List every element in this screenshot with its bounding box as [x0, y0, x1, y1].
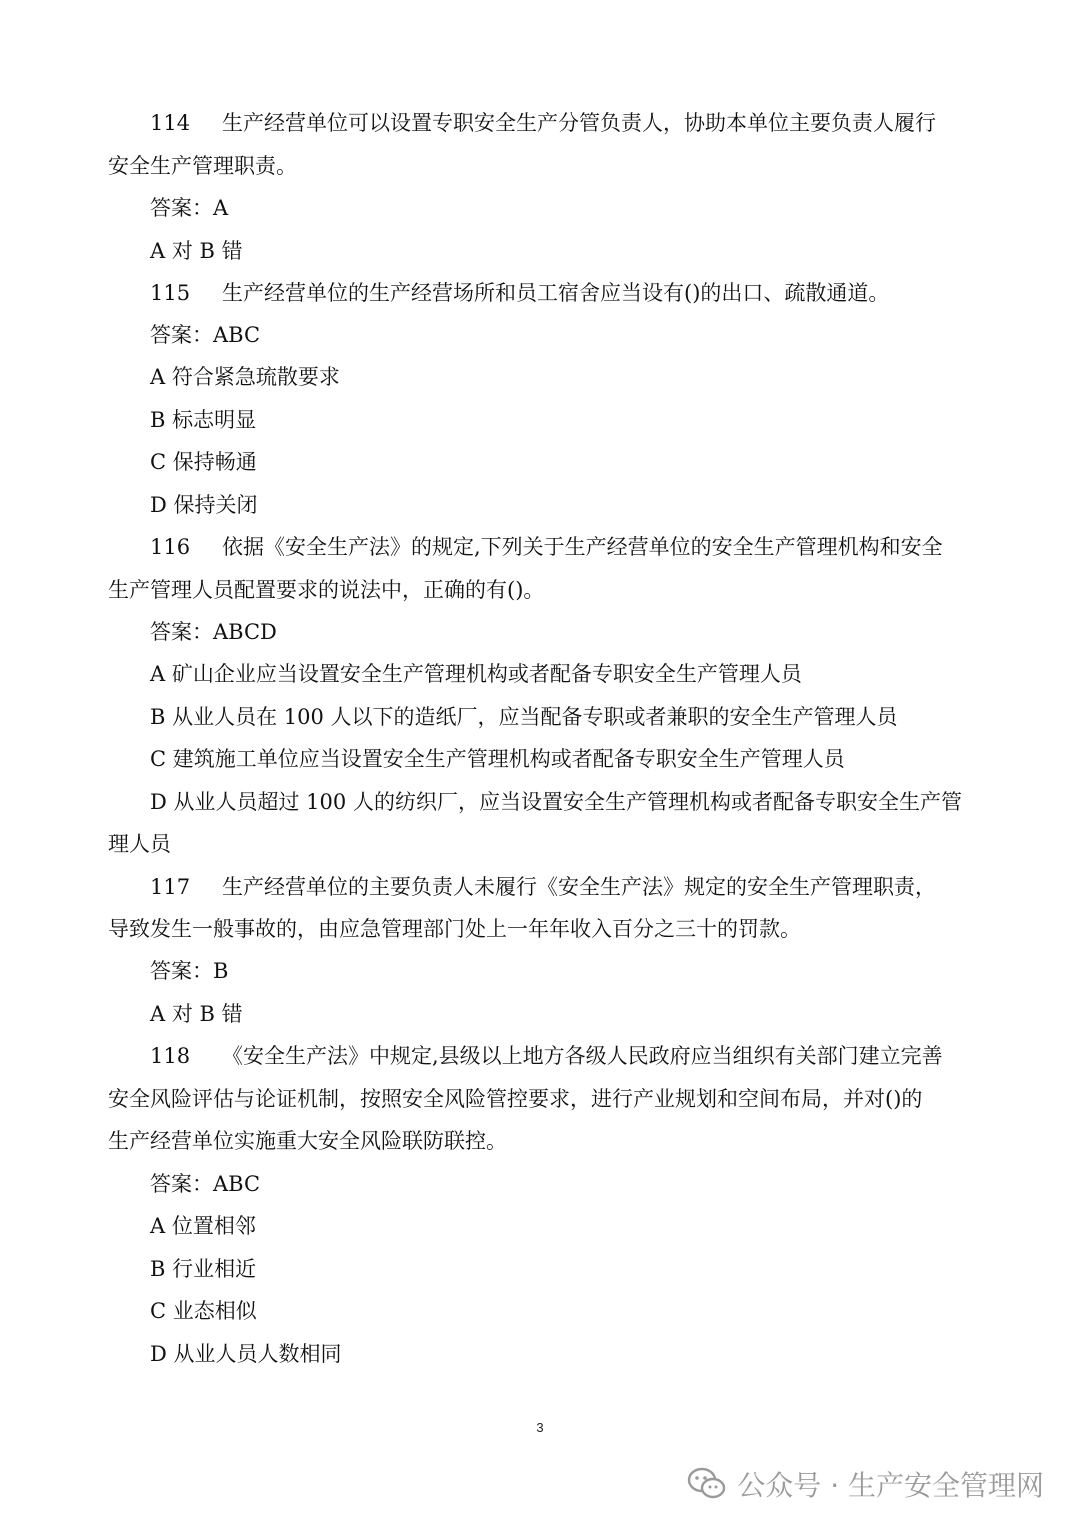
option-line: C 建筑施工单位应当设置安全生产管理机构或者配备专职安全生产管理人员: [150, 747, 845, 771]
wechat-icon: [687, 1466, 727, 1502]
question-number: 114: [150, 111, 191, 135]
question-text: 生产经营单位的生产经营场所和员工宿舍应当设有()的出口、疏散通道。: [222, 281, 890, 305]
question-text: 《安全生产法》中规定,县级以上地方各级人民政府应当组织有关部门建立完善: [222, 1044, 943, 1068]
option-line: A 矿山企业应当设置安全生产管理机构或者配备专职安全生产管理人员: [150, 662, 802, 686]
option-line: A 对 B 错: [150, 239, 243, 263]
question-114: [150, 108, 1020, 138]
answer-line: 答案：B: [150, 959, 229, 983]
question-text: 生产经营单位可以设置专职安全生产分管负责人，协助本单位主要负责人履行: [222, 111, 936, 135]
option-line: B 标志明显: [150, 408, 257, 432]
answer-line: 答案：A: [150, 196, 229, 220]
option-line: C 保持畅通: [150, 450, 257, 474]
option-line: A 符合紧急琉散要求: [150, 365, 340, 389]
answer-line: 答案：ABC: [150, 323, 261, 347]
watermark-text: 公众号 · 生产安全管理网: [737, 1469, 1044, 1502]
watermark: [687, 1462, 1044, 1506]
option-line: D 保持关闭: [150, 493, 258, 517]
question-text-cont: 安全生产管理职责。: [108, 154, 297, 178]
question-number: 116: [150, 535, 191, 559]
question-text: 生产经营单位的主要负责人未履行《安全生产法》规定的安全生产管理职责，: [222, 875, 936, 899]
question-118: [150, 1041, 1020, 1071]
question-text-cont: 安全风险评估与论证机制，按照安全风险管控要求，进行产业规划和空间布局，并对()的: [108, 1087, 923, 1111]
question-text-cont: 生产经营单位实施重大安全风险联防联控。: [108, 1129, 507, 1153]
question-115: [150, 278, 1020, 308]
question-text: 依据《安全生产法》的规定,下列关于生产经营单位的安全生产管理机构和安全: [222, 535, 943, 559]
page-number: 3: [536, 1420, 544, 1435]
question-116: [150, 532, 1020, 562]
question-text-cont: 导致发生一般事故的，由应急管理部门处上一年年收入百分之三十的罚款。: [108, 917, 801, 941]
question-117: [150, 872, 1020, 902]
option-line: A 位置相邻: [150, 1214, 256, 1238]
option-line: B 行业相近: [150, 1257, 257, 1281]
option-line: A 对 B 错: [150, 1002, 243, 1026]
question-number: 117: [150, 875, 191, 899]
question-text-cont: 生产管理人员配置要求的说法中，正确的有()。: [108, 578, 545, 602]
option-line: B 从业人员在 100 人以下的造纸厂，应当配备专职或者兼职的安全生产管理人员: [150, 705, 898, 729]
option-line: D 从业人员超过 100 人的纺织厂，应当设置安全生产管理机构或者配备专职安全生产管: [150, 790, 962, 814]
answer-line: 答案：ABC: [150, 1172, 261, 1196]
option-line-cont: 理人员: [108, 832, 171, 856]
question-number: 115: [150, 281, 191, 305]
answer-line: 答案：ABCD: [150, 620, 277, 644]
option-line: C 业态相似: [150, 1299, 257, 1323]
question-number: 118: [150, 1044, 191, 1068]
option-line: D 从业人员人数相同: [150, 1342, 342, 1366]
